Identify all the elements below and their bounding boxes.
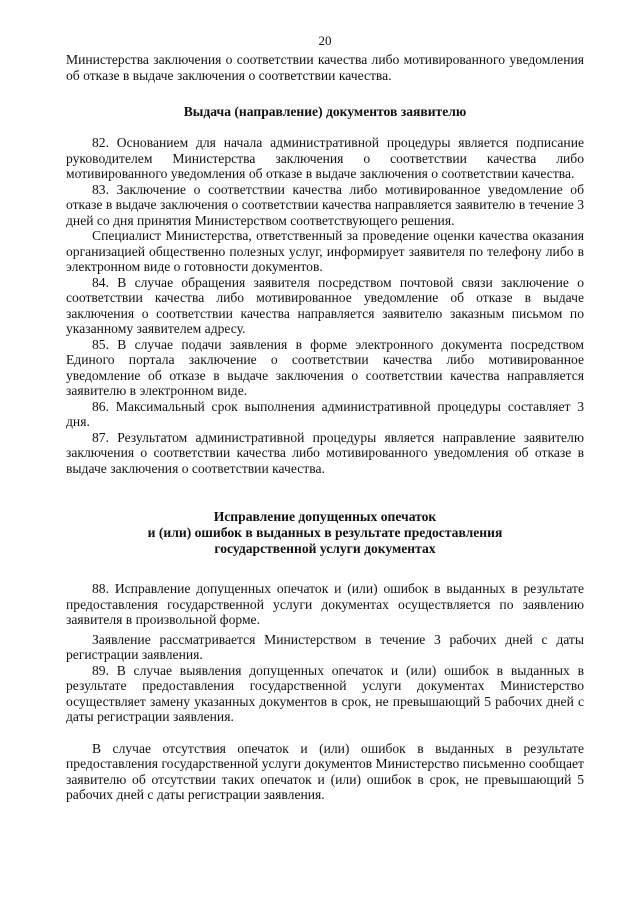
- paragraph-specialist: Специалист Министерства, ответственный за проведение оценки качества оказания организацией общественно полезных услуг, информирует заявителя по телефону либо в электронном виде о готовности документов.: [66, 228, 584, 274]
- paragraph-no-errors: В случае отсутствия опечаток и (или) ошибок в выданных в результате предоставления государственной услуги документов Министерство письменно сообщает заявителю об отсутствии таких опечаток и (или) ошибок в срок, не превышающий 5 рабочих дней с даты регистрации заявления.: [66, 740, 584, 802]
- paragraph-87: 87. Результатом административной процедуры является направление заявителю заключения о соответствии качества либо мотивированного уведомления об отказе в выдаче заключения о соответствии качества.: [66, 429, 584, 476]
- paragraph-86: 86. Максимальный срок выполнения административной процедуры составляет 3 дня.: [66, 398, 584, 429]
- paragraph-89: 89. В случае выявления допущенных опечаток и (или) ошибок в выданных в результате предоставления государственной услуги документах Министерство осуществляет замену указанных документов в срок, не превышающий 5 рабочих дней с даты регистрации заявления.: [66, 662, 584, 724]
- paragraph-83: 83. Заключение о соответствии качества либо мотивированное уведомление об отказе в выдаче заключения о соответствии качества направляется заявителю в течение 3 дней со дня принятия Министерством соответствующего решения.: [66, 181, 584, 228]
- heading-line: государственной услуги документах: [214, 541, 436, 556]
- paragraph-82: 82. Основанием для начала административной процедуры является подписание руководителем Министерства заключения о соответствии качества либо мотивированного уведомления об отказе в выдаче заключения о соответствии качества.: [66, 135, 584, 181]
- intro-paragraph: Министерства заключения о соответствии качества либо мотивированного уведомления об отказе в выдаче заключения о соответствии качества.: [66, 52, 584, 83]
- section-heading-issuance: Выдача (направление) документов заявителю: [183, 104, 467, 119]
- paragraph-review: Заявление рассматривается Министерством в течение 3 рабочих дней с даты регистрации заявления.: [66, 631, 584, 662]
- paragraph-84: 84. В случае обращения заявителя посредством почтовой связи заключение о соответствии качества либо мотивированное уведомление об отказе в выдаче заключения о соответствии качества направляется заявителю заказным письмом по указанному заявителем адресу.: [66, 274, 584, 336]
- heading-line: Исправление допущенных опечаток: [213, 509, 437, 524]
- heading-line: и (или) ошибок в выданных в результате предоставления: [147, 525, 503, 540]
- section-heading-corrections: [66, 509, 584, 557]
- page-number: 20: [318, 33, 332, 48]
- paragraph-85: 85. В случае подачи заявления в форме электронного документа посредством Единого портала заключение о соответствии качества либо мотивированное уведомление об отказе в выдаче заключения о соответствии качества направляется заявителю в электронном виде.: [66, 336, 584, 398]
- paragraph-88: 88. Исправление допущенных опечаток и (или) ошибок в выданных в результате предоставления государственной услуги документах осуществляется по заявлению заявителя в произвольной форме.: [66, 581, 584, 627]
